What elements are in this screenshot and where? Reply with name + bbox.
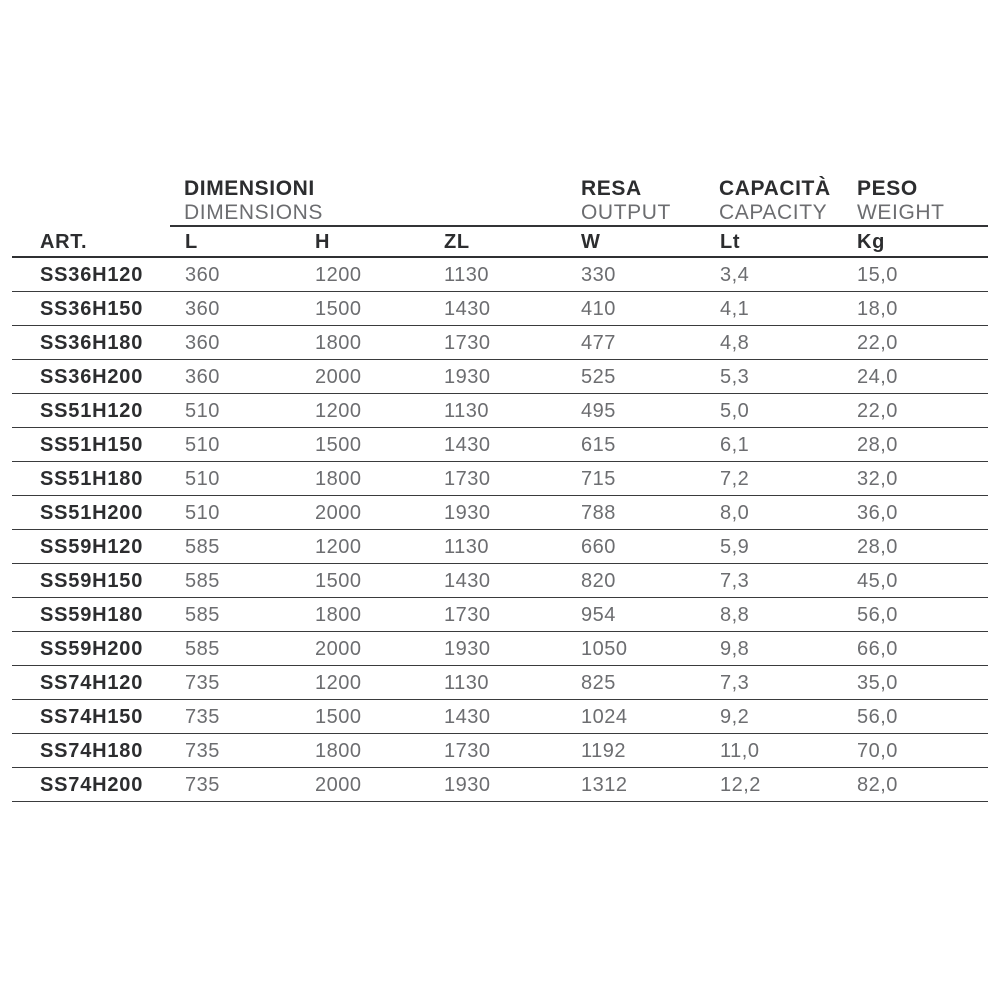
cell-capacity: 7,3 <box>720 570 750 592</box>
group-title-dimensions: DIMENSIONS <box>184 201 324 224</box>
cell-height: 2000 <box>315 366 362 388</box>
cell-art-code: SS36H200 <box>40 366 144 388</box>
table-group-header <box>12 177 988 227</box>
cell-art-code: SS51H200 <box>40 502 144 524</box>
cell-weight: 18,0 <box>857 298 898 320</box>
cell-height: 1500 <box>315 298 362 320</box>
cell-length: 510 <box>185 502 220 524</box>
cell-weight: 28,0 <box>857 434 898 456</box>
cell-zl: 1930 <box>444 366 491 388</box>
column-header-h: H <box>315 231 331 253</box>
table-row <box>12 632 988 666</box>
cell-output-w: 495 <box>581 400 616 422</box>
cell-capacity: 5,3 <box>720 366 750 388</box>
table-row <box>12 428 988 462</box>
cell-zl: 1430 <box>444 570 491 592</box>
group-title-capacita: CAPACITÀ <box>719 177 831 200</box>
cell-height: 1500 <box>315 570 362 592</box>
cell-art-code: SS51H180 <box>40 468 144 490</box>
cell-zl: 1730 <box>444 332 491 354</box>
cell-capacity: 8,0 <box>720 502 750 524</box>
cell-art-code: SS59H150 <box>40 570 144 592</box>
table-row <box>12 292 988 326</box>
table-row <box>12 734 988 768</box>
cell-art-code: SS51H120 <box>40 400 144 422</box>
cell-art-code: SS74H150 <box>40 706 144 728</box>
cell-zl: 1930 <box>444 502 491 524</box>
cell-weight: 35,0 <box>857 672 898 694</box>
column-header-kg: Kg <box>857 231 886 253</box>
cell-capacity: 8,8 <box>720 604 750 626</box>
cell-output-w: 825 <box>581 672 616 694</box>
cell-weight: 22,0 <box>857 400 898 422</box>
cell-length: 510 <box>185 468 220 490</box>
table-row <box>12 394 988 428</box>
cell-output-w: 477 <box>581 332 616 354</box>
cell-art-code: SS36H150 <box>40 298 144 320</box>
table-row <box>12 768 988 802</box>
cell-length: 510 <box>185 400 220 422</box>
cell-zl: 1930 <box>444 638 491 660</box>
cell-zl: 1130 <box>444 264 490 286</box>
cell-weight: 66,0 <box>857 638 898 660</box>
cell-output-w: 1024 <box>581 706 628 728</box>
cell-art-code: SS59H200 <box>40 638 144 660</box>
table-row <box>12 598 988 632</box>
cell-capacity: 5,0 <box>720 400 750 422</box>
cell-output-w: 715 <box>581 468 616 490</box>
cell-height: 1800 <box>315 604 362 626</box>
cell-weight: 22,0 <box>857 332 898 354</box>
cell-height: 1200 <box>315 400 362 422</box>
cell-art-code: SS36H120 <box>40 264 144 286</box>
cell-height: 1800 <box>315 740 362 762</box>
cell-output-w: 1312 <box>581 774 628 796</box>
cell-weight: 82,0 <box>857 774 898 796</box>
cell-weight: 32,0 <box>857 468 898 490</box>
cell-zl: 1430 <box>444 298 491 320</box>
cell-output-w: 1050 <box>581 638 628 660</box>
table-row <box>12 258 988 292</box>
table-subheader-row <box>12 227 988 258</box>
cell-output-w: 410 <box>581 298 616 320</box>
column-header-w: W <box>581 231 601 253</box>
cell-height: 2000 <box>315 774 362 796</box>
cell-weight: 56,0 <box>857 706 898 728</box>
column-header-zl: ZL <box>444 231 470 253</box>
cell-output-w: 615 <box>581 434 616 456</box>
cell-length: 735 <box>185 740 220 762</box>
cell-capacity: 11,0 <box>720 740 760 762</box>
column-group-weight <box>857 177 945 224</box>
cell-zl: 1130 <box>444 672 490 694</box>
cell-height: 2000 <box>315 502 362 524</box>
cell-art-code: SS74H200 <box>40 774 144 796</box>
group-title-weight: WEIGHT <box>857 201 945 224</box>
cell-capacity: 7,2 <box>720 468 750 490</box>
cell-capacity: 12,2 <box>720 774 761 796</box>
cell-length: 585 <box>185 638 220 660</box>
cell-height: 2000 <box>315 638 362 660</box>
cell-output-w: 330 <box>581 264 616 286</box>
cell-art-code: SS74H120 <box>40 672 144 694</box>
cell-length: 360 <box>185 298 220 320</box>
column-header-art: ART. <box>40 231 88 253</box>
cell-height: 1800 <box>315 332 362 354</box>
column-group-capacity <box>719 177 831 224</box>
cell-art-code: SS74H180 <box>40 740 144 762</box>
cell-weight: 36,0 <box>857 502 898 524</box>
cell-length: 510 <box>185 434 220 456</box>
cell-zl: 1430 <box>444 706 491 728</box>
cell-length: 585 <box>185 536 220 558</box>
cell-capacity: 9,8 <box>720 638 750 660</box>
cell-length: 585 <box>185 570 220 592</box>
cell-capacity: 9,2 <box>720 706 750 728</box>
cell-output-w: 788 <box>581 502 616 524</box>
cell-capacity: 3,4 <box>720 264 750 286</box>
table-row <box>12 666 988 700</box>
cell-capacity: 7,3 <box>720 672 750 694</box>
column-group-output <box>581 177 671 224</box>
cell-length: 735 <box>185 672 220 694</box>
cell-height: 1200 <box>315 264 362 286</box>
cell-art-code: SS36H180 <box>40 332 144 354</box>
cell-zl: 1130 <box>444 536 490 558</box>
cell-height: 1500 <box>315 706 362 728</box>
cell-output-w: 954 <box>581 604 616 626</box>
cell-zl: 1730 <box>444 740 491 762</box>
cell-zl: 1730 <box>444 468 491 490</box>
table-row <box>12 700 988 734</box>
table-row <box>12 496 988 530</box>
cell-output-w: 525 <box>581 366 616 388</box>
cell-output-w: 820 <box>581 570 616 592</box>
table-row <box>12 564 988 598</box>
cell-output-w: 660 <box>581 536 616 558</box>
cell-weight: 70,0 <box>857 740 898 762</box>
table-row <box>12 462 988 496</box>
cell-capacity: 5,9 <box>720 536 750 558</box>
group-title-peso: PESO <box>857 177 918 200</box>
cell-art-code: SS51H150 <box>40 434 144 456</box>
cell-capacity: 4,1 <box>720 298 750 320</box>
cell-length: 735 <box>185 706 220 728</box>
cell-height: 1200 <box>315 536 362 558</box>
cell-weight: 15,0 <box>857 264 898 286</box>
group-title-capacity: CAPACITY <box>719 201 828 224</box>
cell-zl: 1430 <box>444 434 491 456</box>
cell-length: 735 <box>185 774 220 796</box>
cell-weight: 24,0 <box>857 366 898 388</box>
product-spec-table <box>12 177 988 802</box>
cell-zl: 1130 <box>444 400 490 422</box>
cell-zl: 1730 <box>444 604 491 626</box>
cell-art-code: SS59H180 <box>40 604 144 626</box>
cell-length: 585 <box>185 604 220 626</box>
group-title-resa: RESA <box>581 177 642 200</box>
cell-height: 1800 <box>315 468 362 490</box>
cell-length: 360 <box>185 332 220 354</box>
cell-length: 360 <box>185 264 220 286</box>
group-title-dimensioni: DIMENSIONI <box>184 177 315 200</box>
table-row <box>12 530 988 564</box>
table-row <box>12 326 988 360</box>
column-header-lt: Lt <box>720 231 741 253</box>
column-group-dimensions <box>184 177 323 224</box>
cell-weight: 28,0 <box>857 536 898 558</box>
cell-weight: 45,0 <box>857 570 898 592</box>
group-title-output: OUTPUT <box>581 201 671 224</box>
cell-weight: 56,0 <box>857 604 898 626</box>
cell-height: 1500 <box>315 434 362 456</box>
cell-zl: 1930 <box>444 774 491 796</box>
cell-length: 360 <box>185 366 220 388</box>
cell-art-code: SS59H120 <box>40 536 144 558</box>
column-header-l: L <box>185 231 198 253</box>
cell-capacity: 4,8 <box>720 332 750 354</box>
cell-capacity: 6,1 <box>720 434 750 456</box>
cell-output-w: 1192 <box>581 740 627 762</box>
table-row <box>12 360 988 394</box>
cell-height: 1200 <box>315 672 362 694</box>
